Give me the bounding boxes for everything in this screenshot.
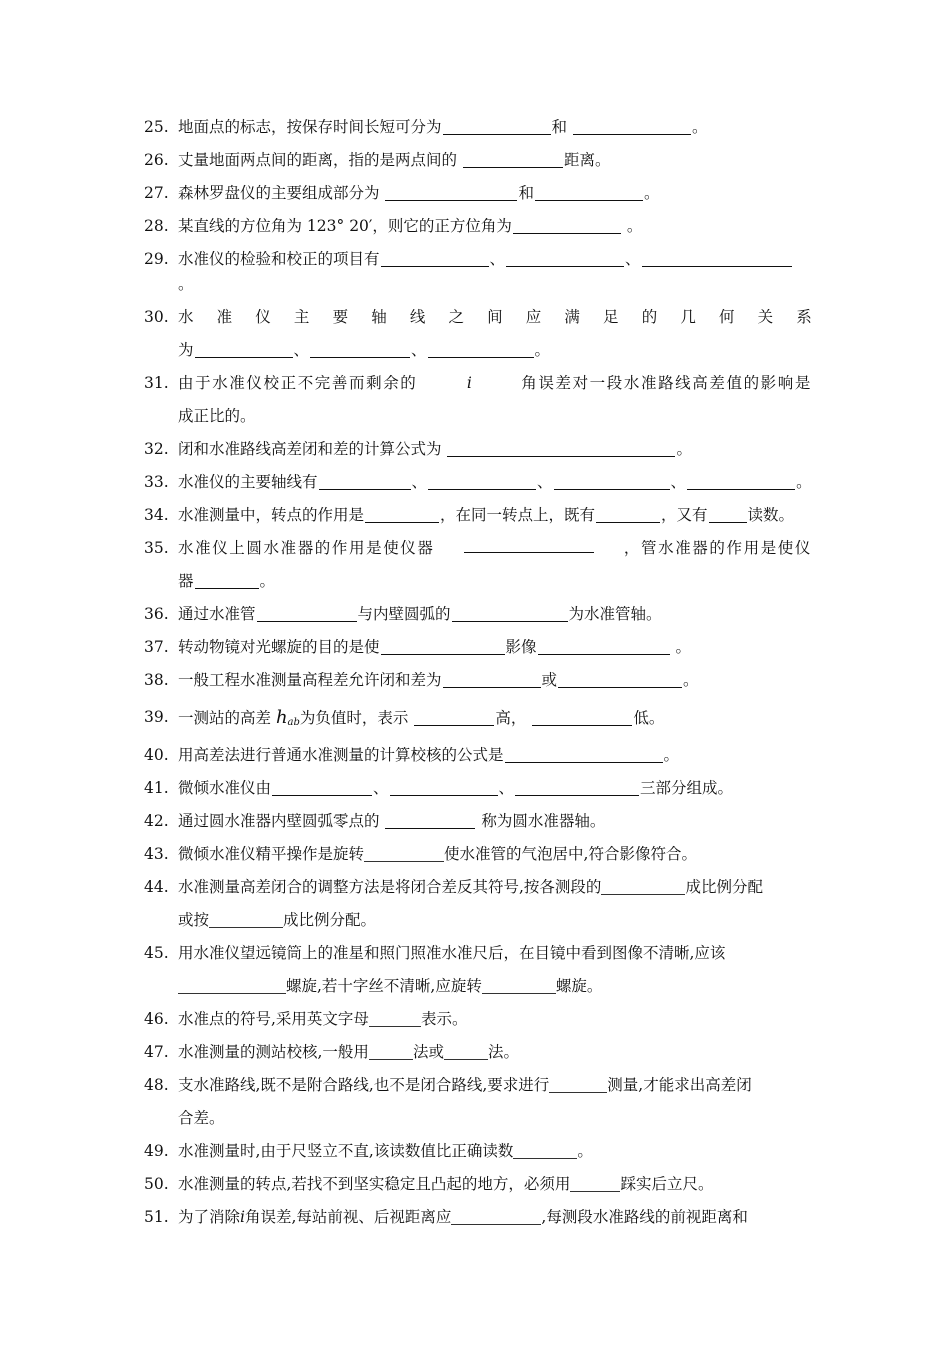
question-text: 44. — [144, 878, 169, 896]
question-text: 足 — [603, 308, 619, 326]
question-40 — [144, 743, 812, 768]
question-29 — [144, 247, 812, 297]
question-text: 踩实后立尺。 — [620, 1175, 714, 1193]
answer-blank — [505, 746, 663, 763]
question-text: 低。 — [633, 709, 665, 727]
question-text: 为负值时，表示 — [299, 709, 409, 727]
question-text: 森林罗盘仪的主要组成部分为 — [178, 184, 380, 202]
question-45 — [144, 941, 812, 999]
document-page — [144, 115, 812, 1238]
question-text: 的 — [641, 308, 658, 326]
question-38 — [144, 668, 812, 693]
question-text: 、 — [411, 473, 428, 491]
question-text: 轴 — [371, 308, 387, 326]
answer-blank — [365, 506, 439, 523]
question-text: 和 — [551, 118, 568, 136]
question-text: ,每测段水准路线的前视距离和 — [541, 1208, 748, 1226]
question-text: 。 — [577, 1142, 593, 1160]
question-43 — [144, 842, 812, 867]
question-text: 使水准管的气泡居中,符合影像符合。 — [444, 845, 697, 863]
question-text: 满 — [564, 308, 580, 326]
question-text: 地面点的标志，按保存时间长短可分为 — [178, 118, 442, 136]
question-body — [178, 1073, 812, 1131]
question-text: 。 — [675, 638, 691, 656]
question-text: 之 — [448, 308, 464, 326]
question-text: 26. — [144, 151, 169, 169]
question-text: 30. — [144, 308, 169, 326]
question-47 — [144, 1040, 812, 1065]
question-text: 、 — [373, 779, 389, 797]
question-text: 27. — [144, 184, 169, 202]
answer-blank — [414, 709, 494, 726]
question-text: 、 — [411, 341, 427, 359]
question-text: 。 — [796, 473, 812, 491]
answer-blank — [447, 440, 675, 457]
question-body — [178, 536, 812, 561]
question-body — [178, 305, 812, 363]
question-text: 37. — [144, 638, 169, 656]
answer-blank — [452, 605, 568, 622]
question-42 — [144, 809, 812, 834]
question-text: 表示。 — [420, 1010, 468, 1028]
question-text: 48. — [144, 1076, 169, 1094]
answer-blank — [381, 250, 489, 267]
question-text: 读数。 — [747, 506, 795, 524]
answer-blank — [601, 878, 685, 895]
question-text: 或 — [541, 671, 558, 689]
question-34 — [144, 503, 812, 528]
question-text: 水准仪的主要轴线有 — [178, 473, 318, 491]
question-text: 42. — [144, 812, 169, 830]
question-body — [178, 668, 812, 693]
question-text: 水准仪上圆水准器的作用是使仪器 — [178, 539, 435, 557]
answer-blank — [178, 977, 286, 994]
answer-blank — [195, 341, 293, 358]
question-31 — [144, 371, 812, 429]
answer-blank — [364, 845, 444, 862]
question-body — [178, 1205, 812, 1230]
question-body — [178, 941, 812, 999]
question-text: 一测站的高差 — [178, 709, 272, 727]
question-text: ，在同一转点上，既有 — [440, 506, 596, 524]
question-text: 闭和水准路线高差闭和差的计算公式为 — [178, 440, 442, 458]
question-body — [178, 908, 812, 933]
question-text: 应 — [525, 308, 542, 326]
question-text: 。 — [691, 118, 708, 136]
question-text: 、 — [537, 473, 553, 491]
question-text: 影像 — [505, 638, 537, 656]
question-36 — [144, 602, 812, 627]
question-body — [178, 115, 812, 140]
question-text: 。 — [259, 572, 276, 590]
question-text: 40. — [144, 746, 169, 764]
question-body — [178, 1172, 812, 1197]
question-body — [178, 1106, 812, 1131]
question-text: 转动物镜对光螺旋的目的是使 — [178, 638, 380, 656]
question-text: 、 — [498, 779, 515, 797]
question-text: 测量,才能求出高差闭 — [607, 1076, 752, 1094]
question-text: 34. — [144, 506, 169, 524]
question-text: 39. — [144, 708, 169, 726]
question-text: 成比例分配。 — [283, 911, 377, 929]
question-text: 水 — [178, 308, 194, 326]
question-text: 38. — [144, 671, 169, 689]
question-46 — [144, 1007, 812, 1032]
answer-blank — [596, 506, 660, 523]
question-text: 、 — [625, 250, 641, 268]
question-body — [178, 470, 812, 495]
question-50 — [144, 1172, 812, 1197]
question-text: 通过水准管 — [178, 605, 256, 623]
question-text: 间 — [487, 308, 503, 326]
answer-blank — [319, 473, 411, 490]
question-text: 35. — [144, 539, 169, 557]
question-body — [178, 974, 812, 999]
question-text: 、 — [670, 473, 687, 491]
question-text: 水准仪的检验和校正的项目有 — [178, 250, 380, 268]
question-37 — [144, 635, 812, 660]
question-text: 成正比的。 — [178, 407, 256, 425]
answer-blank — [554, 473, 670, 490]
answer-blank — [687, 473, 795, 490]
question-26 — [144, 148, 812, 173]
question-body — [178, 569, 812, 594]
answer-blank — [443, 118, 551, 135]
question-text: i — [466, 374, 472, 392]
answer-blank — [549, 1076, 607, 1093]
question-text: 角误差,每站前视、后视距离应 — [244, 1208, 452, 1226]
question-text: h — [275, 707, 288, 728]
answer-blank — [515, 779, 639, 796]
question-body — [178, 181, 812, 206]
answer-blank — [558, 671, 682, 688]
question-text: 水准测量时,由于尺竖立不直,该读数值比正确读数 — [178, 1142, 514, 1160]
question-30 — [144, 305, 812, 363]
question-text: 法。 — [487, 1043, 519, 1061]
question-body — [178, 809, 812, 834]
question-text: 、 — [489, 250, 506, 268]
question-28 — [144, 214, 812, 239]
question-text: 支水准路线,既不是附合路线,也不是闭合路线,要求进行 — [178, 1076, 550, 1094]
question-text: 41. — [144, 779, 169, 797]
question-text: 成比例分配 — [685, 878, 763, 896]
question-39 — [144, 705, 812, 735]
question-text: 。 — [676, 440, 692, 458]
answer-blank — [272, 779, 372, 796]
answer-blank — [428, 341, 534, 358]
question-text: 何 — [718, 308, 735, 326]
question-text: 主 — [293, 308, 310, 326]
question-body — [178, 247, 812, 297]
question-text: 关 — [757, 308, 774, 326]
question-text: 法或 — [412, 1043, 444, 1061]
question-text: 29. — [144, 250, 169, 268]
question-text: 一般工程水准测量高程差允许闭和差为 — [178, 671, 442, 689]
question-text: 水准测量的测站校核,一般用 — [178, 1043, 369, 1061]
answer-blank — [532, 709, 632, 726]
question-text: 系 — [796, 308, 812, 326]
question-text: 。 — [683, 671, 699, 689]
question-text: 。 — [534, 341, 551, 359]
question-text: 丈量地面两点间的距离，指的是两点间的 — [178, 151, 458, 169]
question-text: 几 — [680, 308, 696, 326]
question-32 — [144, 437, 812, 462]
answer-blank — [195, 572, 259, 589]
question-text: 49. — [144, 1142, 169, 1160]
question-text: 为 — [178, 341, 194, 359]
question-body — [178, 437, 812, 462]
question-text: 46. — [144, 1010, 169, 1028]
answer-blank — [464, 536, 594, 553]
answer-blank — [570, 1175, 620, 1192]
question-body — [178, 371, 812, 429]
answer-blank — [390, 779, 498, 796]
question-body — [178, 536, 812, 594]
question-25 — [144, 115, 812, 140]
question-text: 。 — [178, 275, 194, 293]
answer-blank — [369, 1043, 413, 1060]
question-text: 器 — [178, 572, 194, 590]
question-33 — [144, 470, 812, 495]
question-text: 通过圆水准器内壁圆弧零点的 — [178, 812, 380, 830]
answer-blank — [428, 473, 536, 490]
question-body — [178, 842, 812, 867]
question-text: 水准点的符号,采用英文字母 — [178, 1010, 369, 1028]
question-body — [178, 338, 812, 363]
question-text: 45. — [144, 944, 169, 962]
question-text: 。 — [643, 184, 660, 202]
question-text: 微倾水准仪由 — [178, 779, 272, 797]
question-text: 用高差法进行普通水准测量的计算校核的公式是 — [178, 746, 504, 764]
question-text: 某直线的方位角为 123° 20′，则它的正方位角为 — [178, 217, 512, 235]
question-text: 为了消除 — [178, 1208, 241, 1226]
answer-blank — [506, 250, 624, 267]
question-text: 50. — [144, 1175, 169, 1193]
question-text: 螺旋,若十字丝不清晰,应旋转 — [286, 977, 482, 995]
question-body — [178, 743, 812, 768]
question-text: 水准测量的转点,若找不到坚实稳定且凸起的地方，必须用 — [178, 1175, 571, 1193]
answer-blank — [535, 184, 643, 201]
answer-blank — [451, 1208, 541, 1225]
answer-blank — [381, 638, 505, 655]
answer-blank — [369, 1010, 421, 1027]
answer-blank — [209, 911, 283, 928]
question-body — [178, 705, 812, 735]
question-text: 仪 — [255, 308, 271, 326]
question-text: 和 — [518, 184, 534, 202]
question-text: 36. — [144, 605, 169, 623]
question-text: 28. — [144, 217, 169, 235]
question-text: 准 — [216, 308, 233, 326]
answer-blank — [257, 605, 357, 622]
answer-blank — [385, 812, 475, 829]
answer-blank — [709, 506, 747, 523]
question-text: 或按 — [178, 911, 210, 929]
answer-blank — [573, 118, 691, 135]
question-text: 32. — [144, 440, 169, 458]
question-41 — [144, 776, 812, 801]
question-body — [178, 1007, 812, 1032]
question-text: 25. — [144, 118, 169, 136]
answer-blank — [385, 184, 517, 201]
question-text: ab — [287, 717, 300, 728]
answer-blank — [482, 977, 556, 994]
question-text: 线 — [409, 308, 426, 326]
answer-blank — [513, 217, 621, 234]
question-text: 。 — [626, 217, 643, 235]
answer-blank — [310, 341, 410, 358]
question-text: 与内壁圆弧的 — [357, 605, 451, 623]
question-35 — [144, 536, 812, 594]
question-49 — [144, 1139, 812, 1164]
question-text: 微倾水准仪精平操作是旋转 — [178, 845, 365, 863]
answer-blank — [642, 250, 792, 267]
question-text: 称为圆水准器轴。 — [481, 812, 606, 830]
question-body — [178, 214, 812, 239]
question-48 — [144, 1073, 812, 1131]
question-text: 由于水准仪校正不完善而剩余的 — [178, 374, 418, 392]
question-body — [178, 875, 812, 933]
question-body — [178, 776, 812, 801]
question-body — [178, 602, 812, 627]
question-27 — [144, 181, 812, 206]
question-text: 。 — [663, 746, 680, 764]
question-text: 43. — [144, 845, 169, 863]
answer-blank — [444, 1043, 488, 1060]
question-body — [178, 305, 812, 330]
question-44 — [144, 875, 812, 933]
question-text: 水准测量中，转点的作用是 — [178, 506, 365, 524]
question-text: 合差。 — [178, 1109, 225, 1127]
answer-blank — [538, 638, 670, 655]
question-text: ，又有 — [661, 506, 708, 524]
question-text: 要 — [332, 308, 349, 326]
question-body — [178, 1139, 812, 1164]
question-body — [178, 503, 812, 528]
question-51 — [144, 1205, 812, 1230]
question-body — [178, 404, 812, 429]
question-text: 51. — [144, 1208, 169, 1226]
question-text: 高， — [495, 709, 527, 727]
question-body — [178, 1040, 812, 1065]
answer-blank — [443, 671, 541, 688]
question-body — [178, 371, 812, 396]
question-text: i — [240, 1208, 245, 1226]
question-text: 距离。 — [563, 151, 611, 169]
question-text: 水准测量高差闭合的调整方法是将闭合差反其符号,按各测段的 — [178, 878, 602, 896]
answer-blank — [513, 1142, 577, 1159]
question-text: 47. — [144, 1043, 169, 1061]
question-text: 用水准仪望远镜筒上的准星和照门照准水准尺后，在目镜中看到图像不清晰,应该 — [178, 944, 726, 962]
question-text: 角误差对一段水准路线高差值的影响是 — [521, 374, 812, 392]
question-text: 为水准管轴。 — [568, 605, 662, 623]
question-text: 螺旋。 — [555, 977, 603, 995]
question-body — [178, 635, 812, 660]
question-text: 、 — [293, 341, 310, 359]
answer-blank — [463, 151, 563, 168]
question-text: 三部分组成。 — [640, 779, 734, 797]
question-text: 31. — [144, 374, 169, 392]
question-text: ，管水准器的作用是使仪 — [623, 539, 812, 557]
question-body — [178, 148, 812, 173]
question-text: 33. — [144, 473, 169, 491]
